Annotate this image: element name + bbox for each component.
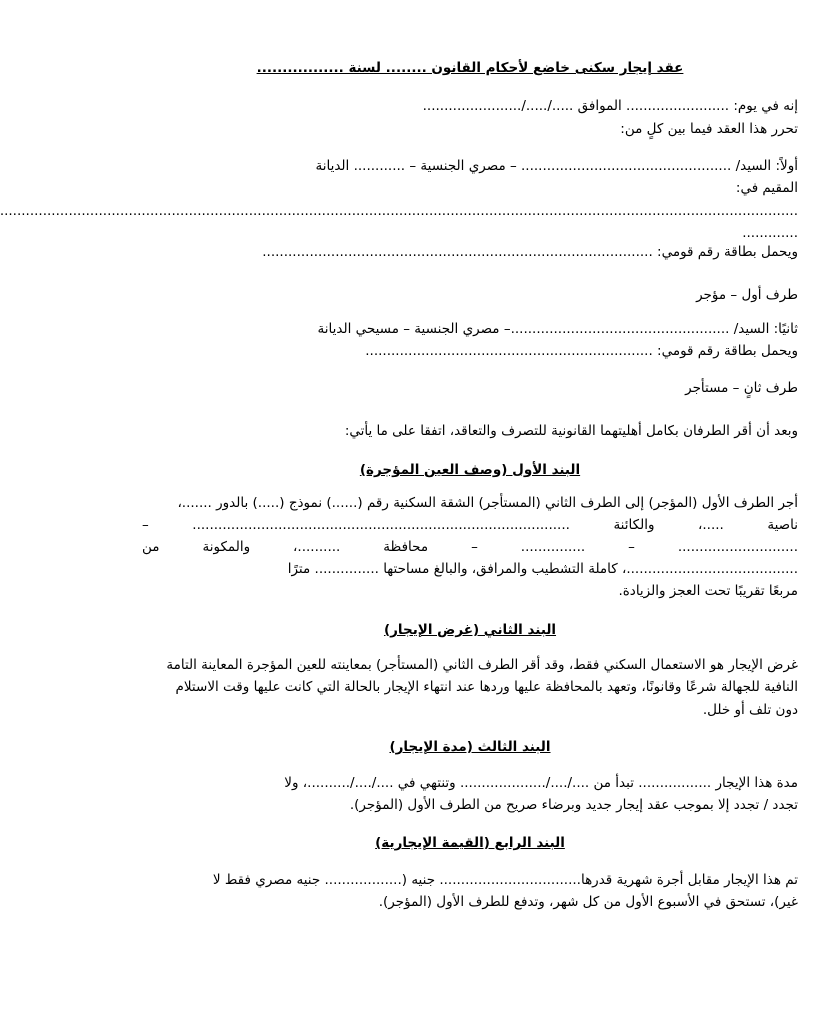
clause4-line1: تم هذا الإيجار مقابل أجرة شهرية قدرها................................. جنيه (.................. جنيه مصري فقط لا bbox=[212, 872, 798, 888]
first-party-address-dots: .......................................................................................................................................................................................... bbox=[0, 203, 798, 219]
first-party-role: طرف أول – مؤجر bbox=[696, 287, 798, 303]
first-party-address-dots-2: ............. bbox=[742, 225, 798, 241]
contract-title: عقد إيجار سكنى خاضع لأحكام القانون ........ لسنة ................. bbox=[256, 60, 684, 76]
first-party-address-label: المقيم في: bbox=[735, 180, 798, 196]
clause2-line3: دون تلف أو خلل. bbox=[702, 702, 798, 718]
clause4-heading: البند الرابع (القيمة الإيجارية) bbox=[375, 835, 565, 851]
clause4-line2: غير)، تستحق في الأسبوع الأول من كل شهر، وتدفع للطرف الأول (المؤجر). bbox=[378, 894, 798, 910]
clause2-line1: غرض الإيجار هو الاستعمال السكني فقط، وقد أقر الطرف الثاني (المستأجر) بمعاينته للعين المؤجرة المعاينة التامة bbox=[166, 657, 798, 673]
intro-date-line: إنه في يوم: ........................ الموافق ...../...../....................... bbox=[422, 98, 798, 114]
clause1-line4: ........................................، كاملة التشطيب والمرافق، والبالغ مساحتها ............... مترًا bbox=[287, 561, 798, 577]
clause3-heading: البند الثالث (مدة الإيجار) bbox=[389, 739, 551, 755]
clause2-heading: البند الثاني (غرض الإيجار) bbox=[383, 622, 557, 638]
clause1-line2: ناصية .....، والكائنة ........................................................................................ – bbox=[142, 517, 798, 533]
first-party-id-line: ويحمل بطاقة رقم قومي: ........................................................................................... bbox=[262, 244, 798, 260]
second-party-name-line: ثانيًا: السيد/ ...................................................– مصري الجنسية – مسيحي الديانة bbox=[317, 321, 798, 337]
clause1-heading: البند الأول (وصف العين المؤجرة) bbox=[359, 462, 581, 478]
clause3-line1: مدة هذا الإيجار ................. تبدأ من ..../..../.................... وتنتهي في ..../..../..........، ولا bbox=[284, 775, 798, 791]
clause2-line2: النافية للجهالة شرعًا وقانونًا، وتعهد بالمحافظة عليها وردها عند انتهاء الإيجار بالحالة التي كانت عليها وقت الاستلام bbox=[175, 679, 798, 695]
preamble-line: وبعد أن أقر الطرفان بكامل أهليتهما القانونية للتصرف والتعاقد، اتفقا على ما يأتي: bbox=[344, 423, 798, 439]
clause1-line3: ............................ – ............... – محافظة ..........، والمكونة من bbox=[142, 539, 798, 555]
clause1-line1: أجر الطرف الأول (المؤجر) إلى الطرف الثاني (المستأجر) الشقة السكنية رقم (......) نموذج (.....) بالدور .......، bbox=[177, 495, 798, 511]
second-party-id-line: ويحمل بطاقة رقم قومي: ................................................................... bbox=[365, 343, 798, 359]
intro-parties-line: تحرر هذا العقد فيما بين كلٍ من: bbox=[620, 121, 798, 137]
first-party-name-line: أولاً: السيد/ ................................................. – مصري الجنسية – ............ الديانة bbox=[315, 158, 798, 174]
second-party-role: طرف ثانٍ – مستأجر bbox=[685, 380, 798, 396]
clause3-line2: تجدد / تجدد إلا بموجب عقد إيجار جديد وبرضاء صريح من الطرف الأول (المؤجر). bbox=[349, 797, 798, 813]
clause1-line5: مربعًا تقريبًا تحت العجز والزيادة. bbox=[618, 583, 798, 599]
